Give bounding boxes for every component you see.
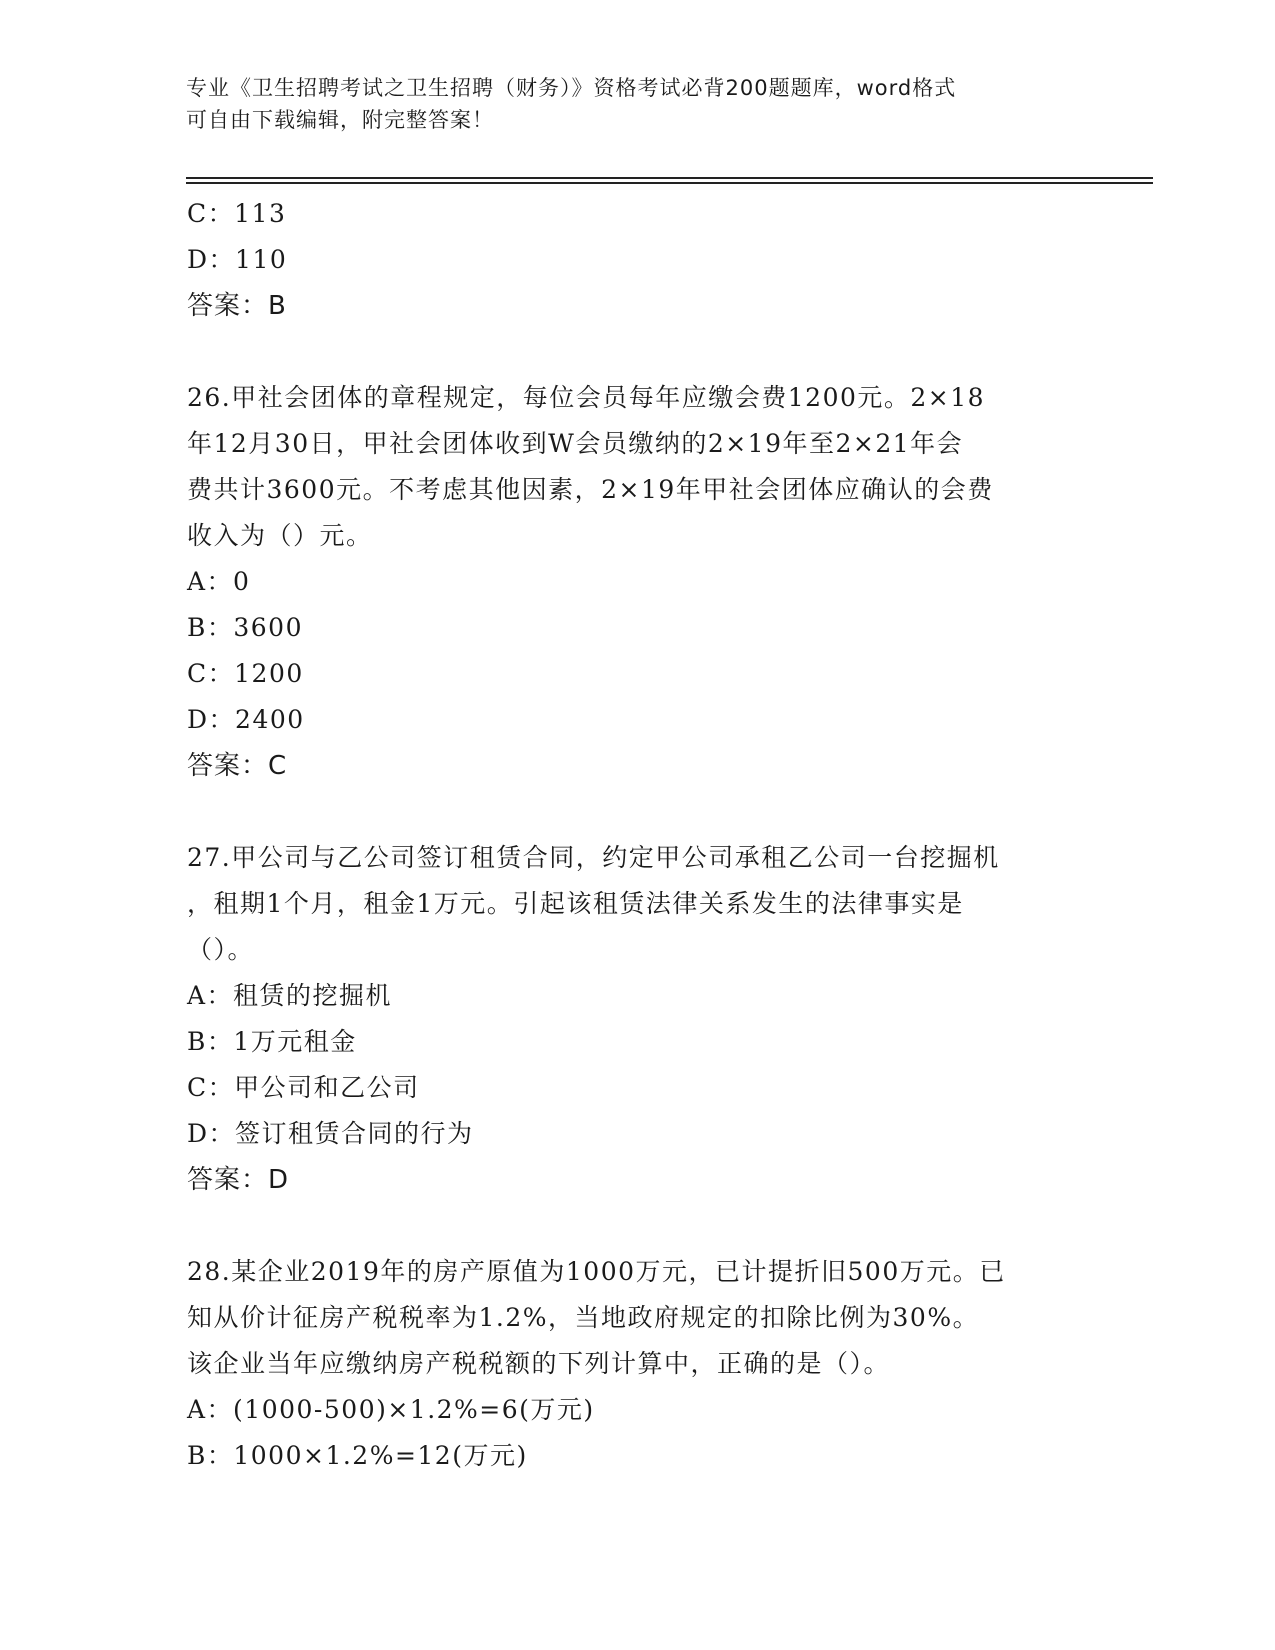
spacer bbox=[187, 329, 1087, 375]
answer-line: 答案：B bbox=[187, 291, 287, 321]
option-b: B：3600 bbox=[187, 613, 303, 642]
spacer bbox=[187, 789, 1087, 835]
question-stem-line: 费共计3600元。不考虑其他因素，2×19年甲社会团体应确认的会费 bbox=[187, 475, 994, 504]
option-d: D：签订租赁合同的行为 bbox=[187, 1119, 474, 1148]
question-stem-line: 收入为（）元。 bbox=[187, 521, 373, 550]
header-line-2: 可自由下载编辑，附完整答案！ bbox=[186, 108, 494, 132]
option-b: B：1万元租金 bbox=[187, 1027, 357, 1056]
header-divider-top bbox=[186, 177, 1153, 179]
answer-line: 答案：C bbox=[187, 751, 288, 781]
option-d: D：2400 bbox=[187, 705, 305, 734]
document-header bbox=[186, 72, 1086, 136]
question-26 bbox=[187, 375, 1087, 789]
option-a: A：(1000-500)×1.2%=6(万元) bbox=[187, 1395, 595, 1424]
question-stem-line: 知从价计征房产税税率为1.2%，当地政府规定的扣除比例为30%。 bbox=[187, 1303, 980, 1332]
answer-line: 答案：D bbox=[187, 1165, 290, 1195]
question-stem-line: 该企业当年应缴纳房产税税额的下列计算中，正确的是（）。 bbox=[187, 1349, 891, 1378]
question-27 bbox=[187, 835, 1087, 1203]
option-c: C：甲公司和乙公司 bbox=[187, 1073, 420, 1102]
question-stem-line: 年12月30日，甲社会团体收到W会员缴纳的2×19年至2×21年会 bbox=[187, 429, 964, 458]
spacer bbox=[187, 1203, 1087, 1249]
header-line-1: 专业《卫生招聘考试之卫生招聘（财务）》资格考试必背200题题库，word格式 bbox=[186, 76, 957, 100]
header-divider-bottom bbox=[186, 182, 1153, 184]
option-d: D：110 bbox=[187, 245, 288, 274]
question-25-tail bbox=[187, 191, 1087, 329]
question-stem-line: 26.甲社会团体的章程规定，每位会员每年应缴会费1200元。2×18 bbox=[187, 383, 986, 412]
option-a: A：0 bbox=[187, 567, 251, 596]
option-c: C：113 bbox=[187, 199, 287, 228]
option-a: A：租赁的挖掘机 bbox=[187, 981, 393, 1010]
question-stem-line: 27.甲公司与乙公司签订租赁合同，约定甲公司承租乙公司一台挖掘机 bbox=[187, 843, 1000, 872]
question-stem-line: （）。 bbox=[187, 935, 255, 964]
question-stem-line: 28.某企业2019年的房产原值为1000万元，已计提折旧500万元。已 bbox=[187, 1257, 1006, 1286]
option-b: B：1000×1.2%=12(万元) bbox=[187, 1441, 528, 1470]
question-content bbox=[187, 191, 1087, 1479]
option-c: C：1200 bbox=[187, 659, 304, 688]
question-stem-line: ，租期1个月，租金1万元。引起该租赁法律关系发生的法律事实是 bbox=[187, 889, 964, 918]
question-28 bbox=[187, 1249, 1087, 1479]
